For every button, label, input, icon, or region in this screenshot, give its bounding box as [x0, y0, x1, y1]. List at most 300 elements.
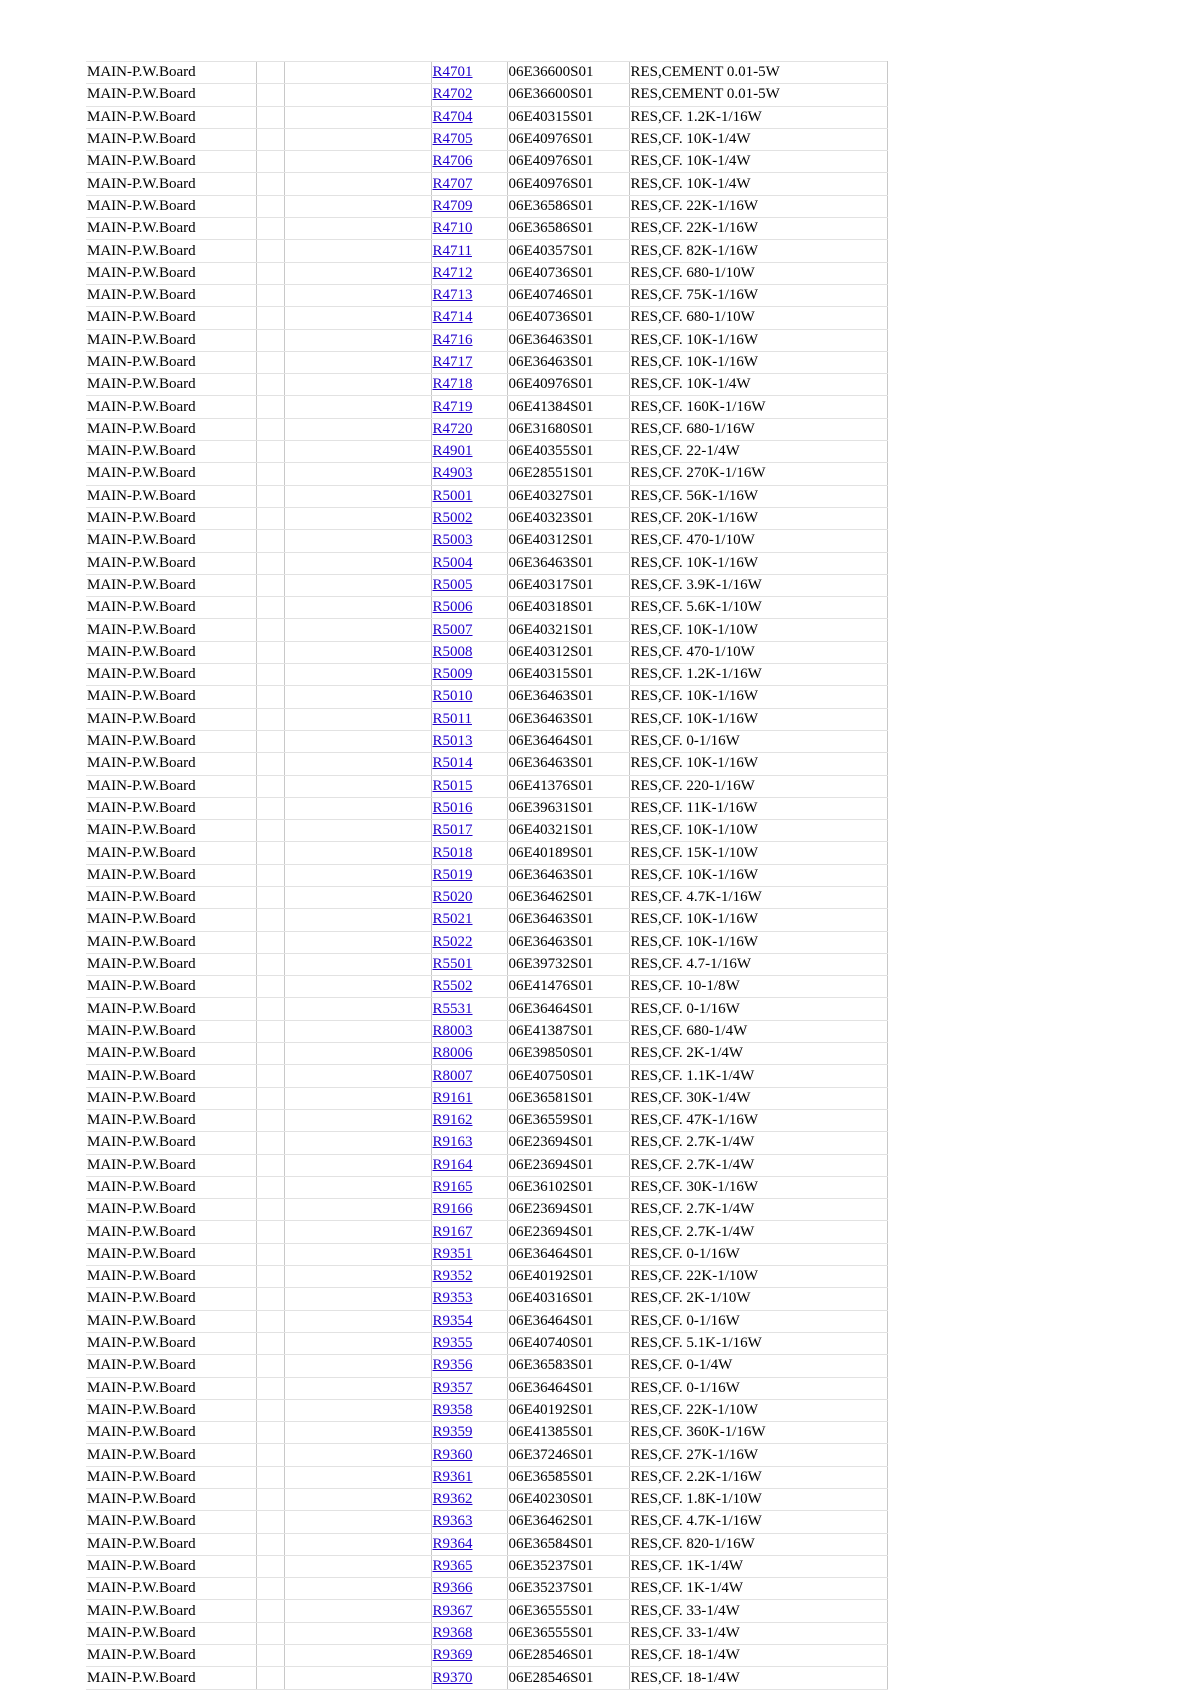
description-cell: RES,CF. 5.6K-1/10W	[629, 597, 887, 619]
part-number-cell: 06E23694S01	[507, 1132, 629, 1154]
description-cell: RES,CF. 1.1K-1/4W	[629, 1065, 887, 1087]
empty-cell	[256, 396, 284, 418]
part-number-cell: 06E40976S01	[507, 374, 629, 396]
table-row	[86, 351, 887, 373]
ref-cell	[431, 976, 507, 998]
ref-link[interactable]: R4720	[432, 420, 473, 437]
empty-cell	[284, 619, 431, 641]
empty-cell	[284, 1310, 431, 1332]
empty-cell	[256, 664, 284, 686]
ref-link[interactable]: R4712	[432, 264, 473, 281]
part-number-cell: 06E41384S01	[507, 396, 629, 418]
board-name-cell: MAIN-P.W.Board	[86, 1555, 256, 1577]
empty-cell	[284, 374, 431, 396]
empty-cell	[284, 195, 431, 217]
table-row	[86, 1466, 887, 1488]
empty-cell	[256, 1466, 284, 1488]
table-row	[86, 1511, 887, 1533]
board-name-cell: MAIN-P.W.Board	[86, 463, 256, 485]
empty-cell	[284, 953, 431, 975]
ref-link[interactable]: R8006	[432, 1045, 473, 1062]
table-row	[86, 418, 887, 440]
ref-cell	[431, 552, 507, 574]
empty-cell	[256, 1377, 284, 1399]
table-row	[86, 708, 887, 730]
ref-cell	[431, 597, 507, 619]
empty-cell	[256, 240, 284, 262]
part-number-cell: 06E36464S01	[507, 730, 629, 752]
empty-cell	[256, 128, 284, 150]
ref-cell	[431, 1355, 507, 1377]
ref-link[interactable]: R9166	[432, 1201, 473, 1218]
ref-link[interactable]: R5531	[432, 1000, 473, 1017]
ref-link[interactable]: R8007	[432, 1067, 473, 1084]
ref-link[interactable]: R4710	[432, 220, 473, 237]
description-cell: RES,CF. 10K-1/16W	[629, 864, 887, 886]
parts-list-table	[86, 61, 888, 1690]
board-name-cell: MAIN-P.W.Board	[86, 329, 256, 351]
board-name-cell: MAIN-P.W.Board	[86, 797, 256, 819]
ref-link[interactable]: R5009	[432, 666, 473, 683]
ref-link[interactable]: R4704	[432, 108, 473, 125]
ref-link[interactable]: R4709	[432, 197, 473, 214]
ref-link[interactable]: R5501	[432, 956, 473, 973]
empty-cell	[256, 441, 284, 463]
empty-cell	[256, 418, 284, 440]
description-cell: RES,CF. 0-1/16W	[629, 730, 887, 752]
ref-link[interactable]: R9365	[432, 1558, 473, 1575]
ref-link[interactable]: R4713	[432, 287, 473, 304]
description-cell: RES,CF. 1K-1/4W	[629, 1555, 887, 1577]
empty-cell	[284, 173, 431, 195]
empty-cell	[284, 753, 431, 775]
table-row	[86, 507, 887, 529]
ref-link[interactable]: R5016	[432, 799, 473, 816]
table-row	[86, 1288, 887, 1310]
board-name-cell: MAIN-P.W.Board	[86, 1645, 256, 1667]
table-row	[86, 329, 887, 351]
board-name-cell: MAIN-P.W.Board	[86, 552, 256, 574]
ref-link[interactable]: R4901	[432, 443, 473, 460]
empty-cell	[284, 641, 431, 663]
empty-cell	[284, 797, 431, 819]
description-cell: RES,CF. 2K-1/4W	[629, 1043, 887, 1065]
ref-link[interactable]: R4716	[432, 331, 473, 348]
ref-cell	[431, 664, 507, 686]
description-cell: RES,CF. 22K-1/10W	[629, 1399, 887, 1421]
ref-cell	[431, 1466, 507, 1488]
ref-link[interactable]: R9361	[432, 1468, 473, 1485]
ref-link[interactable]: R4714	[432, 309, 473, 326]
description-cell: RES,CF. 10K-1/4W	[629, 173, 887, 195]
ref-link[interactable]: R5019	[432, 866, 473, 883]
ref-link[interactable]: R5008	[432, 643, 473, 660]
ref-cell	[431, 1020, 507, 1042]
empty-cell	[256, 151, 284, 173]
board-name-cell: MAIN-P.W.Board	[86, 574, 256, 596]
ref-link[interactable]: R9352	[432, 1268, 473, 1285]
ref-link[interactable]: R9355	[432, 1335, 473, 1352]
part-number-cell: 06E40321S01	[507, 820, 629, 842]
empty-cell	[284, 1578, 431, 1600]
board-name-cell: MAIN-P.W.Board	[86, 128, 256, 150]
empty-cell	[284, 1645, 431, 1667]
empty-cell	[284, 218, 431, 240]
table-row	[86, 1444, 887, 1466]
board-name-cell: MAIN-P.W.Board	[86, 953, 256, 975]
ref-link[interactable]: R5011	[432, 710, 472, 727]
ref-cell	[431, 374, 507, 396]
ref-link[interactable]: R5002	[432, 510, 473, 527]
ref-link[interactable]: R5017	[432, 822, 473, 839]
board-name-cell: MAIN-P.W.Board	[86, 1355, 256, 1377]
part-number-cell: 06E36585S01	[507, 1466, 629, 1488]
description-cell: RES,CF. 33-1/4W	[629, 1600, 887, 1622]
empty-cell	[256, 730, 284, 752]
ref-link[interactable]: R9165	[432, 1178, 473, 1195]
part-number-cell: 06E36583S01	[507, 1355, 629, 1377]
empty-cell	[284, 240, 431, 262]
board-name-cell: MAIN-P.W.Board	[86, 507, 256, 529]
board-name-cell: MAIN-P.W.Board	[86, 641, 256, 663]
empty-cell	[256, 195, 284, 217]
description-cell: RES,CF. 0-1/16W	[629, 1377, 887, 1399]
part-number-cell: 06E40321S01	[507, 619, 629, 641]
table-row	[86, 1065, 887, 1087]
ref-link[interactable]: R4711	[432, 242, 472, 259]
part-number-cell: 06E35237S01	[507, 1578, 629, 1600]
table-row	[86, 1221, 887, 1243]
ref-link[interactable]: R9368	[432, 1624, 473, 1641]
ref-link[interactable]: R9164	[432, 1156, 473, 1173]
part-number-cell: 06E36462S01	[507, 886, 629, 908]
board-name-cell: MAIN-P.W.Board	[86, 195, 256, 217]
description-cell: RES,CF. 160K-1/16W	[629, 396, 887, 418]
ref-link[interactable]: R9357	[432, 1379, 473, 1396]
ref-cell	[431, 262, 507, 284]
ref-link[interactable]: R9356	[432, 1357, 473, 1374]
part-number-cell: 06E41387S01	[507, 1020, 629, 1042]
description-cell: RES,CF. 0-1/16W	[629, 1243, 887, 1265]
ref-link[interactable]: R5001	[432, 487, 473, 504]
part-number-cell: 06E40317S01	[507, 574, 629, 596]
ref-link[interactable]: R5003	[432, 532, 473, 549]
description-cell: RES,CEMENT 0.01-5W	[629, 84, 887, 106]
description-cell: RES,CF. 2.7K-1/4W	[629, 1221, 887, 1243]
description-cell: RES,CF. 20K-1/16W	[629, 507, 887, 529]
empty-cell	[256, 1243, 284, 1265]
ref-cell	[431, 730, 507, 752]
ref-cell	[431, 998, 507, 1020]
description-cell: RES,CF. 10K-1/16W	[629, 753, 887, 775]
ref-link[interactable]: R9367	[432, 1602, 473, 1619]
board-name-cell: MAIN-P.W.Board	[86, 753, 256, 775]
empty-cell	[256, 1422, 284, 1444]
ref-link[interactable]: R9162	[432, 1112, 473, 1129]
ref-cell	[431, 1489, 507, 1511]
board-name-cell: MAIN-P.W.Board	[86, 307, 256, 329]
empty-cell	[284, 1622, 431, 1644]
ref-cell	[431, 1511, 507, 1533]
empty-cell	[256, 574, 284, 596]
description-cell: RES,CF. 82K-1/16W	[629, 240, 887, 262]
ref-link[interactable]: R4719	[432, 398, 473, 415]
ref-cell	[431, 441, 507, 463]
description-cell: RES,CF. 18-1/4W	[629, 1645, 887, 1667]
empty-cell	[284, 1199, 431, 1221]
ref-cell	[431, 62, 507, 84]
description-cell: RES,CF. 220-1/16W	[629, 775, 887, 797]
empty-cell	[284, 463, 431, 485]
part-number-cell: 06E39732S01	[507, 953, 629, 975]
empty-cell	[256, 1555, 284, 1577]
board-name-cell: MAIN-P.W.Board	[86, 173, 256, 195]
ref-link[interactable]: R5502	[432, 978, 473, 995]
description-cell: RES,CF. 22K-1/16W	[629, 218, 887, 240]
part-number-cell: 06E23694S01	[507, 1199, 629, 1221]
board-name-cell: MAIN-P.W.Board	[86, 351, 256, 373]
ref-link[interactable]: R5015	[432, 777, 473, 794]
table-row	[86, 84, 887, 106]
empty-cell	[284, 128, 431, 150]
ref-link[interactable]: R5006	[432, 599, 473, 616]
ref-link[interactable]: R4717	[432, 354, 473, 370]
ref-link[interactable]: R9363	[432, 1513, 473, 1530]
description-cell: RES,CF. 680-1/10W	[629, 307, 887, 329]
ref-link[interactable]: R5007	[432, 621, 473, 638]
ref-link[interactable]: R5005	[432, 576, 473, 593]
ref-cell	[431, 1132, 507, 1154]
ref-link[interactable]: R9366	[432, 1580, 473, 1597]
empty-cell	[256, 1109, 284, 1131]
table-row	[86, 284, 887, 306]
empty-cell	[256, 329, 284, 351]
ref-link[interactable]: R9364	[432, 1535, 473, 1552]
part-number-cell: 06E40312S01	[507, 641, 629, 663]
table-row	[86, 753, 887, 775]
table-row	[86, 864, 887, 886]
empty-cell	[284, 418, 431, 440]
ref-cell	[431, 909, 507, 931]
empty-cell	[256, 463, 284, 485]
empty-cell	[284, 1154, 431, 1176]
board-name-cell: MAIN-P.W.Board	[86, 909, 256, 931]
ref-link[interactable]: R5018	[432, 844, 473, 861]
board-name-cell: MAIN-P.W.Board	[86, 1020, 256, 1042]
table-row	[86, 1489, 887, 1511]
board-name-cell: MAIN-P.W.Board	[86, 1087, 256, 1109]
board-name-cell: MAIN-P.W.Board	[86, 886, 256, 908]
part-number-cell: 06E36463S01	[507, 909, 629, 931]
ref-cell	[431, 1667, 507, 1689]
table-row	[86, 976, 887, 998]
description-cell: RES,CF. 680-1/4W	[629, 1020, 887, 1042]
empty-cell	[284, 998, 431, 1020]
ref-link[interactable]: R4718	[432, 376, 473, 393]
ref-link[interactable]: R5004	[432, 554, 473, 571]
empty-cell	[256, 1221, 284, 1243]
empty-cell	[256, 1578, 284, 1600]
ref-link[interactable]: R9360	[432, 1446, 473, 1463]
part-number-cell: 06E23694S01	[507, 1154, 629, 1176]
ref-cell	[431, 1065, 507, 1087]
empty-cell	[256, 485, 284, 507]
ref-cell	[431, 708, 507, 730]
empty-cell	[284, 151, 431, 173]
empty-cell	[256, 173, 284, 195]
part-number-cell: 06E23694S01	[507, 1221, 629, 1243]
empty-cell	[256, 1176, 284, 1198]
ref-link[interactable]: R5022	[432, 933, 473, 950]
description-cell: RES,CF. 22K-1/16W	[629, 195, 887, 217]
part-number-cell: 06E40312S01	[507, 530, 629, 552]
empty-cell	[284, 1065, 431, 1087]
empty-cell	[256, 886, 284, 908]
description-cell: RES,CF. 0-1/16W	[629, 998, 887, 1020]
table-row	[86, 218, 887, 240]
ref-link[interactable]: R5010	[432, 688, 473, 705]
ref-cell	[431, 1043, 507, 1065]
empty-cell	[284, 396, 431, 418]
table-row	[86, 1555, 887, 1577]
ref-link[interactable]: R8003	[432, 1022, 473, 1039]
ref-cell	[431, 463, 507, 485]
board-name-cell: MAIN-P.W.Board	[86, 1600, 256, 1622]
ref-link[interactable]: R9163	[432, 1134, 473, 1151]
ref-cell	[431, 753, 507, 775]
board-name-cell: MAIN-P.W.Board	[86, 62, 256, 84]
part-number-cell: 06E28551S01	[507, 463, 629, 485]
table-row	[86, 1578, 887, 1600]
ref-link[interactable]: R4705	[432, 131, 473, 148]
ref-link[interactable]: R9359	[432, 1424, 473, 1441]
ref-cell	[431, 574, 507, 596]
ref-link[interactable]: R4701	[432, 64, 473, 81]
ref-link[interactable]: R9354	[432, 1312, 473, 1329]
empty-cell	[284, 1667, 431, 1689]
part-number-cell: 06E40318S01	[507, 597, 629, 619]
empty-cell	[284, 1355, 431, 1377]
ref-cell	[431, 1578, 507, 1600]
ref-link[interactable]: R9362	[432, 1491, 473, 1508]
ref-link[interactable]: R9161	[432, 1089, 473, 1106]
board-name-cell: MAIN-P.W.Board	[86, 1199, 256, 1221]
part-number-cell: 06E36463S01	[507, 708, 629, 730]
part-number-cell: 06E40189S01	[507, 842, 629, 864]
board-name-cell: MAIN-P.W.Board	[86, 418, 256, 440]
part-number-cell: 06E40230S01	[507, 1489, 629, 1511]
table-row	[86, 820, 887, 842]
description-cell: RES,CF. 56K-1/16W	[629, 485, 887, 507]
ref-cell	[431, 686, 507, 708]
part-number-cell: 06E31680S01	[507, 418, 629, 440]
ref-link[interactable]: R4706	[432, 153, 473, 170]
ref-link[interactable]: R9369	[432, 1647, 473, 1664]
part-number-cell: 06E40315S01	[507, 106, 629, 128]
empty-cell	[284, 1466, 431, 1488]
description-cell: RES,CF. 1.2K-1/16W	[629, 106, 887, 128]
description-cell: RES,CF. 470-1/10W	[629, 530, 887, 552]
ref-link[interactable]: R9353	[432, 1290, 473, 1307]
ref-link[interactable]: R5014	[432, 755, 473, 772]
empty-cell	[256, 820, 284, 842]
part-number-cell: 06E41376S01	[507, 775, 629, 797]
board-name-cell: MAIN-P.W.Board	[86, 1221, 256, 1243]
description-cell: RES,CF. 680-1/10W	[629, 262, 887, 284]
board-name-cell: MAIN-P.W.Board	[86, 441, 256, 463]
table-row	[86, 463, 887, 485]
table-row	[86, 62, 887, 84]
ref-link[interactable]: R5013	[432, 733, 473, 750]
empty-cell	[256, 641, 284, 663]
empty-cell	[284, 1444, 431, 1466]
part-number-cell: 06E36463S01	[507, 329, 629, 351]
description-cell: RES,CF. 10K-1/10W	[629, 619, 887, 641]
ref-cell	[431, 1600, 507, 1622]
empty-cell	[284, 284, 431, 306]
empty-cell	[284, 62, 431, 84]
empty-cell	[256, 218, 284, 240]
part-number-cell: 06E36464S01	[507, 1243, 629, 1265]
ref-link[interactable]: R5020	[432, 889, 473, 906]
ref-cell	[431, 953, 507, 975]
ref-cell	[431, 1533, 507, 1555]
parts-list-body	[86, 62, 887, 1690]
table-row	[86, 1377, 887, 1399]
board-name-cell: MAIN-P.W.Board	[86, 1489, 256, 1511]
table-row	[86, 530, 887, 552]
ref-cell	[431, 1399, 507, 1421]
empty-cell	[284, 1489, 431, 1511]
ref-link[interactable]: R5021	[432, 911, 473, 928]
empty-cell	[256, 84, 284, 106]
ref-link[interactable]: R4702	[432, 86, 473, 103]
table-row	[86, 998, 887, 1020]
empty-cell	[256, 1332, 284, 1354]
empty-cell	[284, 1266, 431, 1288]
ref-cell	[431, 1377, 507, 1399]
ref-link[interactable]: R9358	[432, 1401, 473, 1418]
ref-link[interactable]: R4707	[432, 175, 473, 192]
ref-link[interactable]: R9351	[432, 1245, 473, 1262]
table-row	[86, 1243, 887, 1265]
ref-cell	[431, 1221, 507, 1243]
empty-cell	[284, 909, 431, 931]
empty-cell	[284, 686, 431, 708]
ref-link[interactable]: R9167	[432, 1223, 473, 1240]
empty-cell	[256, 351, 284, 373]
ref-link[interactable]: R4903	[432, 465, 473, 482]
ref-cell	[431, 396, 507, 418]
table-row	[86, 1645, 887, 1667]
ref-link[interactable]: R9370	[432, 1669, 473, 1686]
table-row	[86, 307, 887, 329]
empty-cell	[284, 329, 431, 351]
board-name-cell: MAIN-P.W.Board	[86, 262, 256, 284]
empty-cell	[256, 864, 284, 886]
ref-cell	[431, 864, 507, 886]
board-name-cell: MAIN-P.W.Board	[86, 1466, 256, 1488]
part-number-cell: 06E36463S01	[507, 351, 629, 373]
ref-cell	[431, 485, 507, 507]
part-number-cell: 06E37246S01	[507, 1444, 629, 1466]
ref-cell	[431, 1266, 507, 1288]
description-cell: RES,CF. 470-1/10W	[629, 641, 887, 663]
part-number-cell: 06E36463S01	[507, 686, 629, 708]
board-name-cell: MAIN-P.W.Board	[86, 84, 256, 106]
part-number-cell: 06E40316S01	[507, 1288, 629, 1310]
board-name-cell: MAIN-P.W.Board	[86, 730, 256, 752]
